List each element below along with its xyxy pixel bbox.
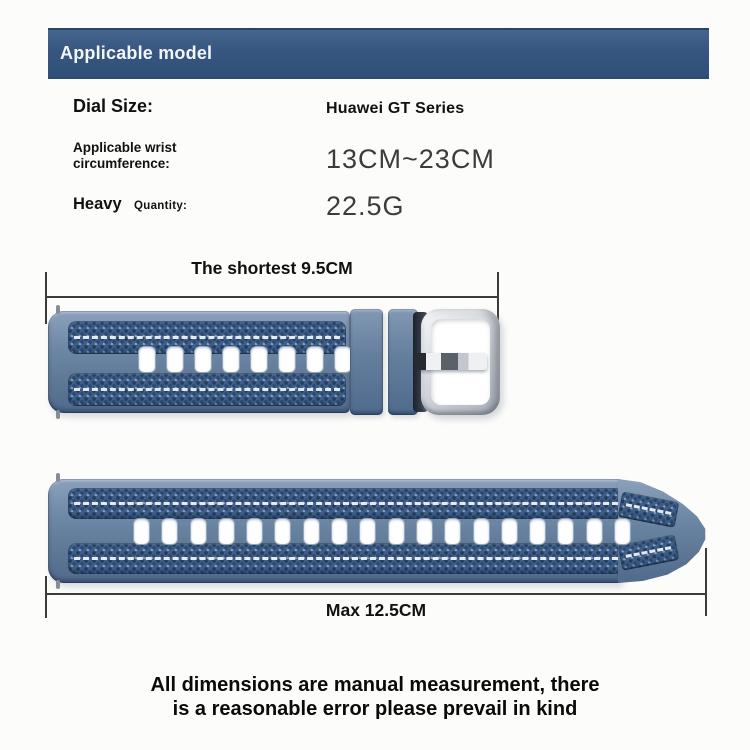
strap-hole [194,346,212,373]
strap-hole [444,518,461,545]
max-length-dimension [45,548,707,624]
strap-hole [586,518,603,545]
dimension-line [45,593,707,595]
strap-hole [501,518,518,545]
wrist-circumference-label: Applicable wrist circumference: [73,140,177,171]
spring-bar-pin [56,410,60,419]
dial-size-label: Dial Size: [73,96,154,116]
strap-keeper-loop [350,309,383,415]
strap-hole [359,518,376,545]
shortest-length-label: The shortest 9.5CM [191,258,353,278]
strap-hole [416,518,433,545]
strap-hole [166,346,184,373]
strap-holes-row [133,518,631,545]
dimension-line [45,296,499,298]
spring-bar-pin [56,473,60,482]
dimension-tick-left [45,272,47,324]
strap-hole [331,518,348,545]
weight-quantity-label: Quantity: [134,200,188,212]
strap-hole [190,518,207,545]
header-title: Applicable model [60,43,213,63]
disclaimer-text [0,673,750,721]
weight-label: Heavy [73,195,122,213]
strap-hole [306,346,324,373]
strap-hole [557,518,574,545]
strap-hole [218,518,235,545]
strap-hole [388,518,405,545]
strap-holes-row [138,346,352,373]
weight-value: 22.5G [326,191,405,221]
strap-hole [274,518,291,545]
strap-hole [250,346,268,373]
watch-strap-short-image [48,309,500,415]
buckle-prong [415,353,487,370]
strap-hole [303,518,320,545]
disclaimer-line-2: is a reasonable error please prevail in kind [172,698,578,720]
strap-hole [161,518,178,545]
nylon-weave-band [68,488,624,519]
strap-hole [133,518,150,545]
strap-hole [278,346,296,373]
strap-hole [138,346,156,373]
spring-bar-pin [56,305,60,314]
strap-hole [246,518,263,545]
dial-size-value: Huawei GT Series [326,100,465,117]
strap-hole [473,518,490,545]
nylon-weave-band [68,373,346,406]
strap-hole [222,346,240,373]
strap-hole [529,518,546,545]
wrist-circumference-value: 13CM~23CM [326,144,495,174]
header-bar [48,28,709,79]
max-length-label: Max 12.5CM [325,600,427,620]
strap-hole [614,518,631,545]
disclaimer-line-1: All dimensions are manual measurement, there [150,674,600,696]
